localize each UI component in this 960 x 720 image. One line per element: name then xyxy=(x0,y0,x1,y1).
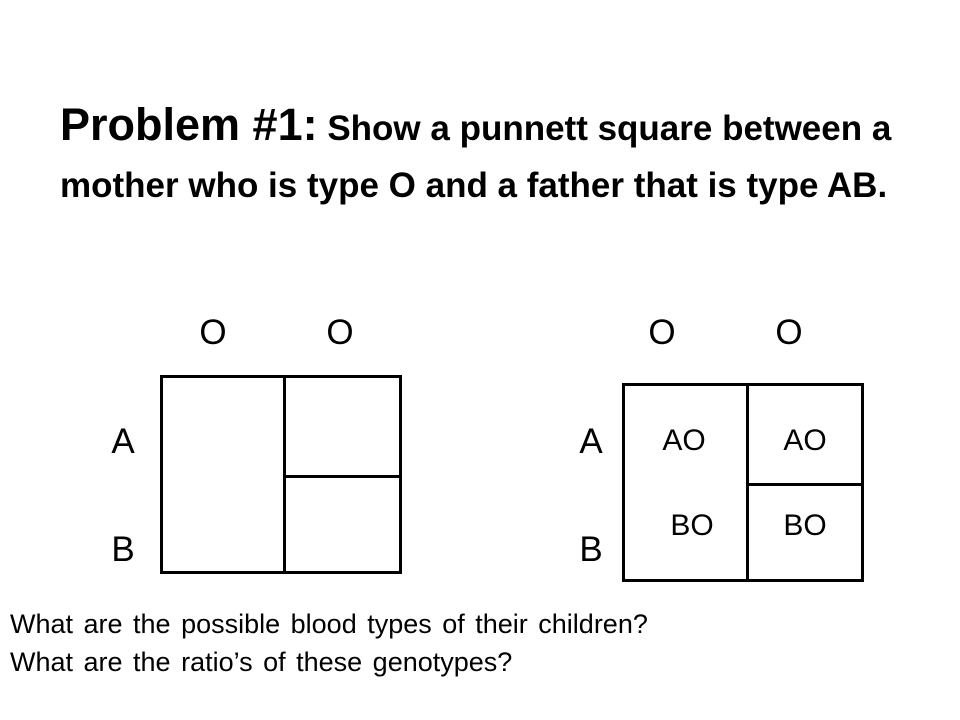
punnett-cell-a-o2: AO xyxy=(783,424,827,457)
empty-square-side-allele-1: A xyxy=(111,422,135,461)
problem-text: Show a punnett square between a mother who is type O and a father that is type AB. xyxy=(60,109,892,205)
empty-square-side-allele-2: B xyxy=(111,530,135,569)
filled-square-side-allele-1: A xyxy=(579,422,603,461)
question-genotype-ratios: What are the ratio’s of these genotypes? xyxy=(10,647,513,677)
punnett-cell-a-o1: AO xyxy=(662,424,706,457)
punnett-cell-b-o1: BO xyxy=(670,509,714,542)
problem-title xyxy=(60,96,920,214)
filled-punnett-square xyxy=(622,383,864,582)
questions xyxy=(10,605,648,681)
empty-square-top-allele-2: O xyxy=(326,313,354,352)
empty-square-top-allele-1: O xyxy=(199,313,227,352)
problem-number: Problem #1: xyxy=(60,99,318,150)
filled-square-side-allele-2: B xyxy=(579,530,603,569)
empty-square-horizontal-divider xyxy=(283,475,399,478)
question-blood-types: What are the possible blood types of their children? xyxy=(10,609,648,639)
punnett-cell-b-o2: BO xyxy=(783,509,827,542)
filled-square-top-allele-2: O xyxy=(775,313,803,352)
filled-square-top-allele-1: O xyxy=(648,313,676,352)
empty-punnett-square xyxy=(160,375,402,574)
